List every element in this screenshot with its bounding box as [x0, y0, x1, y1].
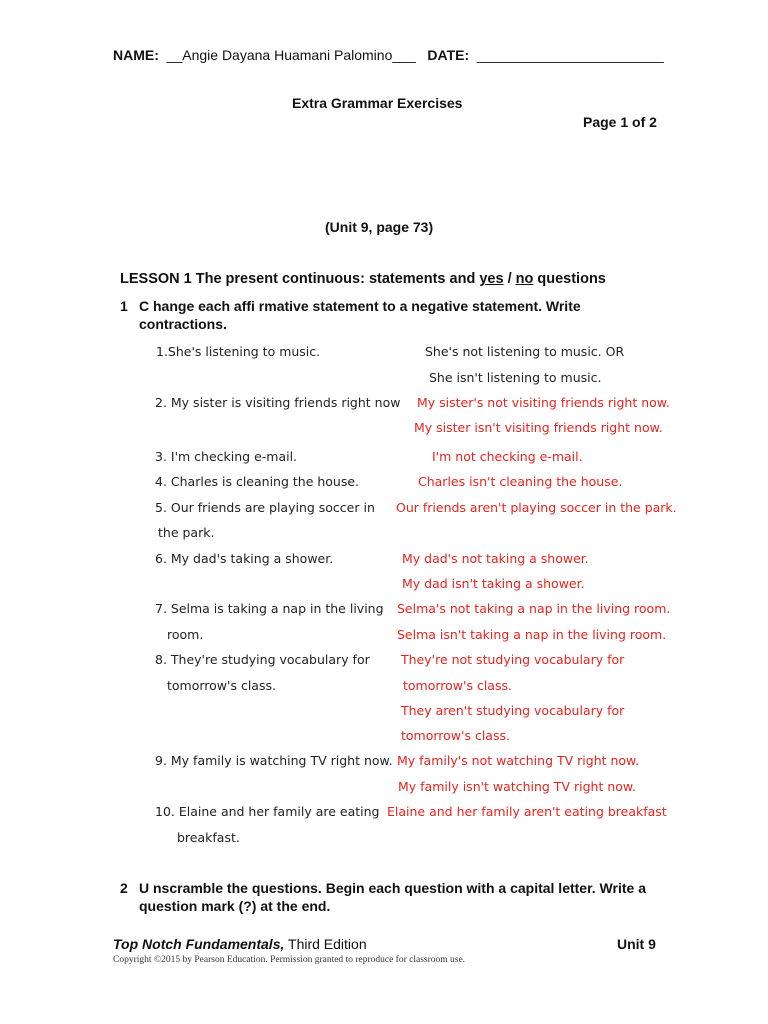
exercise-item: 3. I'm checking e-mail.	[155, 449, 298, 464]
student-answer: Charles isn't cleaning the house.	[418, 474, 623, 489]
lesson-suffix: questions	[533, 271, 606, 287]
page-number: Page 1 of 2	[583, 114, 657, 130]
exercise-1-instruction-line-2: contractions.	[139, 316, 227, 332]
exercise-2-instruction-line-1: U nscramble the questions. Begin each question with a capital letter. Write a	[139, 880, 646, 896]
student-answer: Elaine and her family aren't eating breakfast	[387, 804, 667, 819]
date-value: ________________________	[476, 47, 664, 63]
student-answer: Selma's not taking a nap in the living room.	[397, 601, 671, 616]
footer-unit: Unit 9	[617, 936, 656, 952]
exercise-item: room.	[167, 627, 204, 642]
footer-book	[113, 936, 367, 952]
exercise-2-number: 2	[120, 880, 128, 896]
lesson-yes: yes	[479, 271, 504, 287]
book-title: Top Notch Fundamentals,	[113, 936, 285, 952]
student-answer: tomorrow's class.	[401, 728, 510, 743]
exercise-item: 9. My family is watching TV right now.	[155, 753, 393, 768]
lesson-slash: /	[503, 271, 516, 287]
exercise-item: 7. Selma is taking a nap in the living	[155, 601, 384, 616]
student-answer: My family's not watching TV right now.	[397, 753, 640, 768]
exercise-item: 6. My dad's taking a shower.	[155, 551, 334, 566]
exercise-item: breakfast.	[177, 830, 240, 845]
exercise-item: tomorrow's class.	[167, 678, 276, 693]
example-answer: She isn't listening to music.	[429, 370, 602, 385]
student-answer: My family isn't watching TV right now.	[398, 779, 636, 794]
lesson-no: no	[515, 271, 534, 287]
exercise-item: 1.She's listening to music.	[156, 344, 321, 359]
name-line	[113, 47, 664, 63]
lesson-heading-text: LESSON 1 The present continuous: statements and	[120, 271, 480, 287]
exercise-item: 8. They're studying vocabulary for	[155, 652, 370, 667]
exercise-item: 5. Our friends are playing soccer in	[155, 500, 375, 515]
student-answer: Our friends aren't playing soccer in the park.	[396, 500, 677, 515]
exercise-item: 10. Elaine and her family are eating	[155, 804, 380, 819]
name-label: NAME:	[113, 47, 159, 63]
student-answer: They're not studying vocabulary for	[401, 652, 625, 667]
date-label: DATE:	[427, 47, 470, 63]
student-answer: My sister's not visiting friends right now.	[417, 395, 670, 410]
exercise-item: the park.	[158, 525, 215, 540]
exercise-item: 4. Charles is cleaning the house.	[155, 474, 360, 489]
lesson-heading	[120, 271, 606, 287]
student-name: __Angie Dayana Huamani Palomino___	[166, 47, 416, 63]
exercise-1-instruction-line-1: C hange each affi rmative statement to a negative statement. Write	[139, 298, 581, 314]
copyright-notice: Copyright ©2015 by Pearson Education. Permission granted to reproduce for classroom use.	[113, 955, 466, 965]
example-answer: She's not listening to music. OR	[425, 344, 625, 359]
unit-reference: (Unit 9, page 73)	[325, 219, 434, 235]
student-answer: My sister isn't visiting friends right now.	[414, 420, 663, 435]
page-title: Extra Grammar Exercises	[292, 95, 463, 111]
exercise-item: 2. My sister is visiting friends right now	[155, 395, 401, 410]
exercise-2-instruction-line-2: question mark (?) at the end.	[139, 898, 331, 914]
student-answer: They aren't studying vocabulary for	[401, 703, 625, 718]
student-answer: My dad's not taking a shower.	[402, 551, 589, 566]
exercise-1-number: 1	[120, 298, 128, 314]
student-answer: Selma isn't taking a nap in the living room.	[397, 627, 667, 642]
student-answer: My dad isn't taking a shower.	[402, 576, 585, 591]
book-edition: Third Edition	[284, 936, 367, 952]
student-answer: tomorrow's class.	[403, 678, 512, 693]
student-answer: I'm not checking e-mail.	[432, 449, 583, 464]
